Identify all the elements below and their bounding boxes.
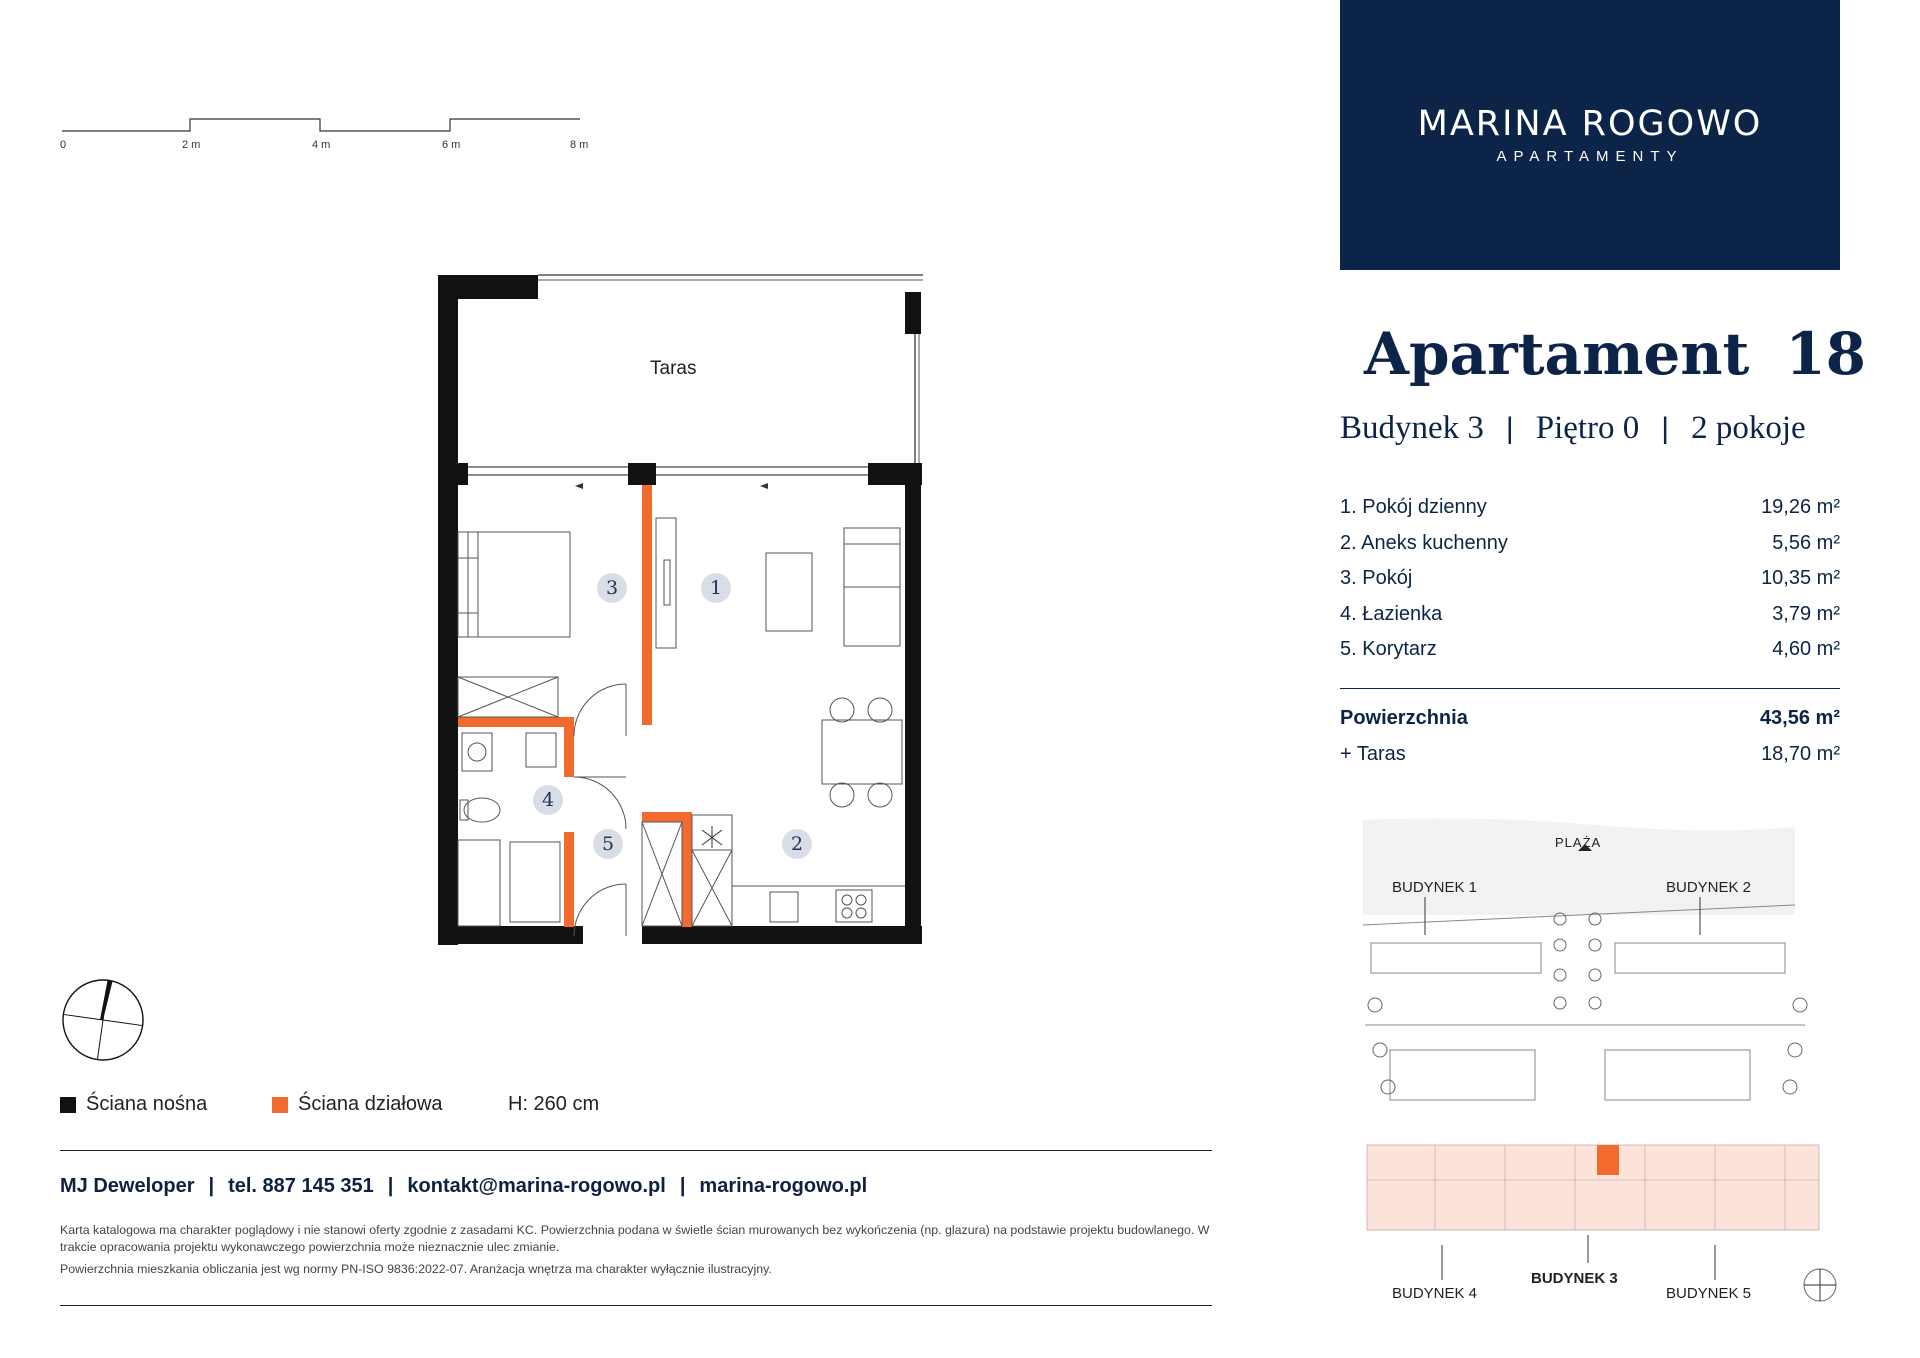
room-area: 10,35 m² [1761,567,1840,589]
load-bearing-swatch [60,1097,76,1113]
partition-swatch [272,1097,288,1113]
room-area: 19,26 m² [1761,496,1840,518]
room-name: 1. Pokój dzienny [1340,496,1487,518]
legend-partition-label: Ściana działowa [298,1093,443,1115]
room-number-4: 4 [533,785,563,815]
phone-link[interactable]: tel. 887 145 351 [228,1175,374,1197]
room-area: 5,56 m² [1772,531,1840,554]
scale-tick: 6 m [442,139,461,151]
room-number-5: 5 [593,829,623,859]
room-row [1340,567,1840,603]
room-row [1340,496,1840,532]
disclaimer-line-2: Powierzchnia mieszkania obliczania jest wg normy PN-ISO 9836:2022-07. Aranżacja wnętrza ma charakter wyłącznie ilustracyjny. [60,1262,772,1276]
separator: | [208,1175,215,1197]
taras-label: Taras [650,358,697,379]
terrace-row [1340,743,1840,779]
company-name: MJ Deweloper [60,1175,195,1197]
rooms-table [1340,496,1840,779]
scale-tick: 0 [60,139,67,151]
separator: | [679,1175,686,1197]
disclaimer [60,1222,1230,1283]
compass-icon [58,975,148,1065]
terrace-value: 18,70 m² [1761,742,1840,765]
room-name: 3. Pokój [1340,567,1413,589]
apartment-number: 18 [1785,320,1867,388]
site-plan [1355,815,1845,1315]
room-name: 5. Korytarz [1340,638,1437,660]
legend-height-label: H: 260 cm [508,1093,600,1115]
apartment-title-label: Apartament [1364,320,1750,388]
legend-load-bearing [60,1093,207,1116]
contact-line [60,1175,867,1198]
room-row [1340,532,1840,568]
apartment-title [1364,320,1866,388]
email-link[interactable]: kontakt@marina-rogowo.pl [407,1175,666,1197]
site-building-1: BUDYNEK 1 [1392,879,1478,896]
scale-tick: 2 m [182,139,201,151]
total-area-label: Powierzchnia [1340,706,1468,729]
room-area: 4,60 m² [1772,638,1840,660]
room-area: 3,79 m² [1772,602,1840,625]
legend-partition [272,1093,443,1116]
room-row [1340,603,1840,639]
site-building-2: BUDYNEK 2 [1666,879,1752,896]
total-area-row [1340,707,1840,743]
legend-height [508,1093,599,1116]
room-name: 2. Aneks kuchenny [1340,531,1508,554]
floor-label: Piętro 0 [1535,410,1640,446]
floor-plan [430,270,930,950]
room-number-3: 3 [597,573,627,603]
separator: | [387,1175,394,1197]
divider-bottom [60,1305,1212,1306]
disclaimer-line-1: Karta katalogowa ma charakter poglądowy i nie stanowi oferty zgodnie z zasadami KC. Powierzchnia podana w świetle ścian murowanych bez wykończenia (np. glazura) na podstawie projektu budowlanego. W trakcie opracowania projektu wykonawczego powierzchnia może nieznacznie ulec zmianie. [60,1223,1210,1254]
total-area-value: 43,56 m² [1759,706,1840,729]
apartment-meta [1340,410,1806,447]
site-building-5: BUDYNEK 5 [1666,1285,1752,1302]
rooms-divider [1340,688,1840,689]
meta-divider: | [1505,412,1514,445]
brand-subtitle: APARTAMENTY [1496,148,1684,165]
divider-top [60,1150,1212,1151]
scale-tick: 8 m [570,139,589,151]
room-number-1: 1 [701,573,731,603]
site-building-3: BUDYNEK 3 [1531,1270,1618,1287]
brand-name: MARINA ROGOWO [1417,104,1763,144]
room-row [1340,638,1840,674]
site-building-4: BUDYNEK 4 [1392,1285,1478,1302]
legend-load-bearing-label: Ściana nośna [86,1093,208,1115]
room-number-2: 2 [782,829,812,859]
site-beach-label: PLAŻA [1555,835,1602,850]
scale-tick: 4 m [312,139,331,151]
brand-logo [1340,0,1840,270]
room-name: 4. Łazienka [1340,602,1443,625]
website-link[interactable]: marina-rogowo.pl [699,1175,868,1197]
scale-bar [60,115,600,155]
terrace-label: + Taras [1340,742,1406,765]
meta-divider: | [1661,412,1670,445]
rooms-count-label: 2 pokoje [1691,410,1806,446]
building-label: Budynek 3 [1340,410,1484,446]
scale-bar-graphic [60,115,600,137]
legend [60,1093,660,1123]
